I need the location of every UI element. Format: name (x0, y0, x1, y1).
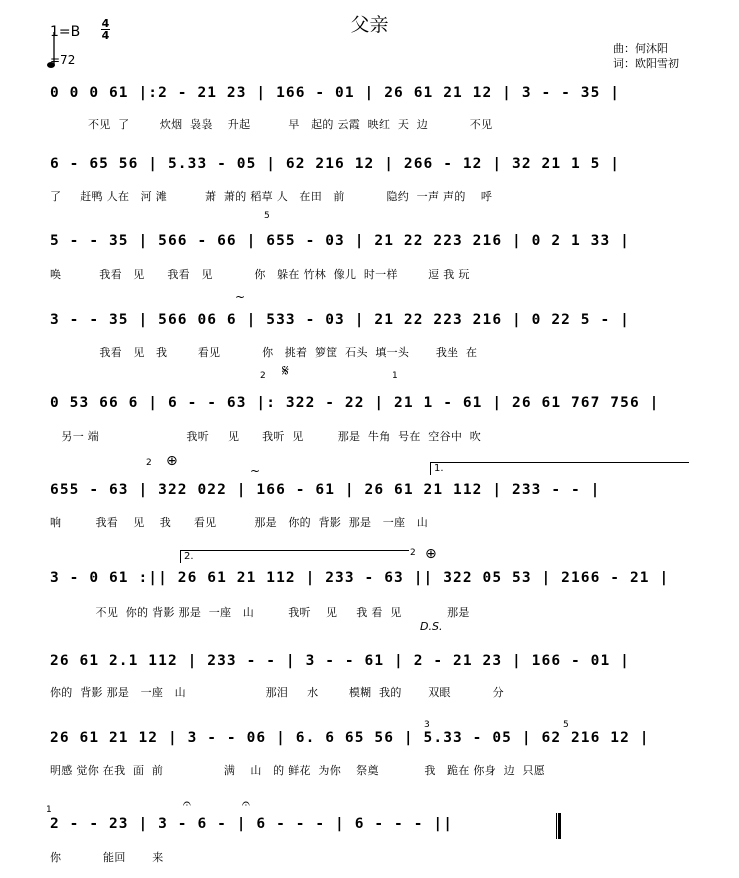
lyric-line-1: 不见 了 炊烟 袅袅 升起 早 起的 云霞 映红 天 边 不见 (50, 118, 493, 131)
notation-line-7: 3 - 0 61 :|| 26 61 21 112 | 233 - 63 || 322 05 53 | 2166 - 21 | (50, 570, 670, 586)
song-title: 父亲 (350, 14, 389, 36)
ds-marking: D.S. (420, 620, 443, 633)
coda-mark-2: ⊕ (425, 546, 437, 562)
notation-line-9: 26 61 21 12 | 3 - - 06 | 6. 6 65 56 | 5.33 - 05 | 62 216 12 | (50, 730, 650, 746)
grace-note-1b: 1 (46, 805, 52, 815)
lyric-line-8: 你的 背影 那是 一座 山 那泪 水 模糊 我的 双眼 分 (50, 686, 504, 699)
coda-mark-1: ⊕ (166, 453, 178, 469)
time-sig-top: 4 (101, 17, 110, 30)
grace-note-5b: 5 (563, 720, 569, 730)
segno-mark: 𝄋 (282, 361, 289, 380)
first-ending-bracket: 1. (430, 462, 689, 475)
notation-line-5: 0 53 66 6 | 6 - - 63 |: 322 - 22 | 21 1 - 61 | 26 61 767 756 | (50, 395, 660, 411)
lyric-line-9: 明感 觉你 在我 面 前 满 山 的 鲜花 为你 祭奠 我 跪在 你身 边 只愿 (50, 764, 546, 777)
lyric-line-7: 不见 你的 背影 那是 一座 山 我听 见 我 看 见 那是 (50, 606, 470, 619)
time-sig-bottom: 4 (101, 29, 110, 42)
lyric-line-6: 响 我看 见 我 看见 那是 你的 背影 那是 一座 山 (50, 516, 429, 529)
mordent-mark-2: ~ (250, 464, 261, 478)
fermata-mark-1: 𝄐 (183, 796, 191, 812)
notation-line-4: 3 - - 35 | 566 06 6 | 533 - 03 | 21 22 223 216 | 0 22 5 - | (50, 312, 630, 328)
mordent-mark-1: ~ (235, 290, 246, 304)
lyric-line-10: 你 能回 来 (50, 851, 164, 864)
notation-line-10: 2 - - 23 | 3 - 6 - | 6 - - - | 6 - - - || (50, 816, 454, 832)
lyric-line-5: 另一 端 我听 见 我听 见 那是 牛角 号在 空谷中 吹 (50, 430, 482, 443)
lyric-line-2: 了 赶鸭 人在 河 滩 萧 萧的 稻草 人 在田 前 隐约 一声 声的 呼 (50, 190, 493, 203)
lyric-line-4: 我看 见 我 看见 你 挑着 箩筐 石头 填一头 我坐 在 (50, 346, 478, 359)
lyric-line-3: 唤 我看 见 我看 见 你 躲在 竹林 像儿 时一样 逗 我 玩 (50, 268, 470, 281)
grace-note-2a: 2 (260, 371, 266, 381)
notation-line-3: 5 - - 35 | 566 - 66 | 655 - 03 | 21 22 223 216 | 0 2 1 33 | (50, 233, 630, 249)
grace-note-1: 1 (392, 371, 398, 381)
time-signature (101, 18, 110, 41)
notation-line-1: 0 0 0 61 |:2 - 21 23 | 166 - 01 | 26 61 21 12 | 3 - - 35 | (50, 85, 621, 101)
key-signature: 1=B (50, 24, 81, 40)
notation-line-2: 6 - 65 56 | 5.33 - 05 | 62 216 12 | 266 - 12 | 32 21 1 5 | (50, 156, 621, 172)
second-ending-bracket: 2. (180, 550, 409, 563)
grace-note-3: 3 (424, 720, 430, 730)
notation-line-6: 655 - 63 | 322 022 | 166 - 61 | 26 61 21 112 | 233 - - | (50, 482, 601, 498)
notation-line-8: 26 61 2.1 112 | 233 - - | 3 - - 61 | 2 - 21 23 | 166 - 01 | (50, 653, 630, 669)
composer-credit: 曲：何沐阳 (613, 42, 668, 55)
grace-note-2b: 2 (146, 458, 152, 468)
grace-note-5: 5 (264, 211, 270, 221)
final-barline (556, 813, 561, 839)
fermata-mark-2: 𝄐 (242, 796, 250, 812)
lyricist-credit: 词：欧阳雪初 (613, 57, 679, 70)
tempo-marking: =72 (50, 53, 76, 67)
grace-note-2c: 2 (410, 548, 416, 558)
